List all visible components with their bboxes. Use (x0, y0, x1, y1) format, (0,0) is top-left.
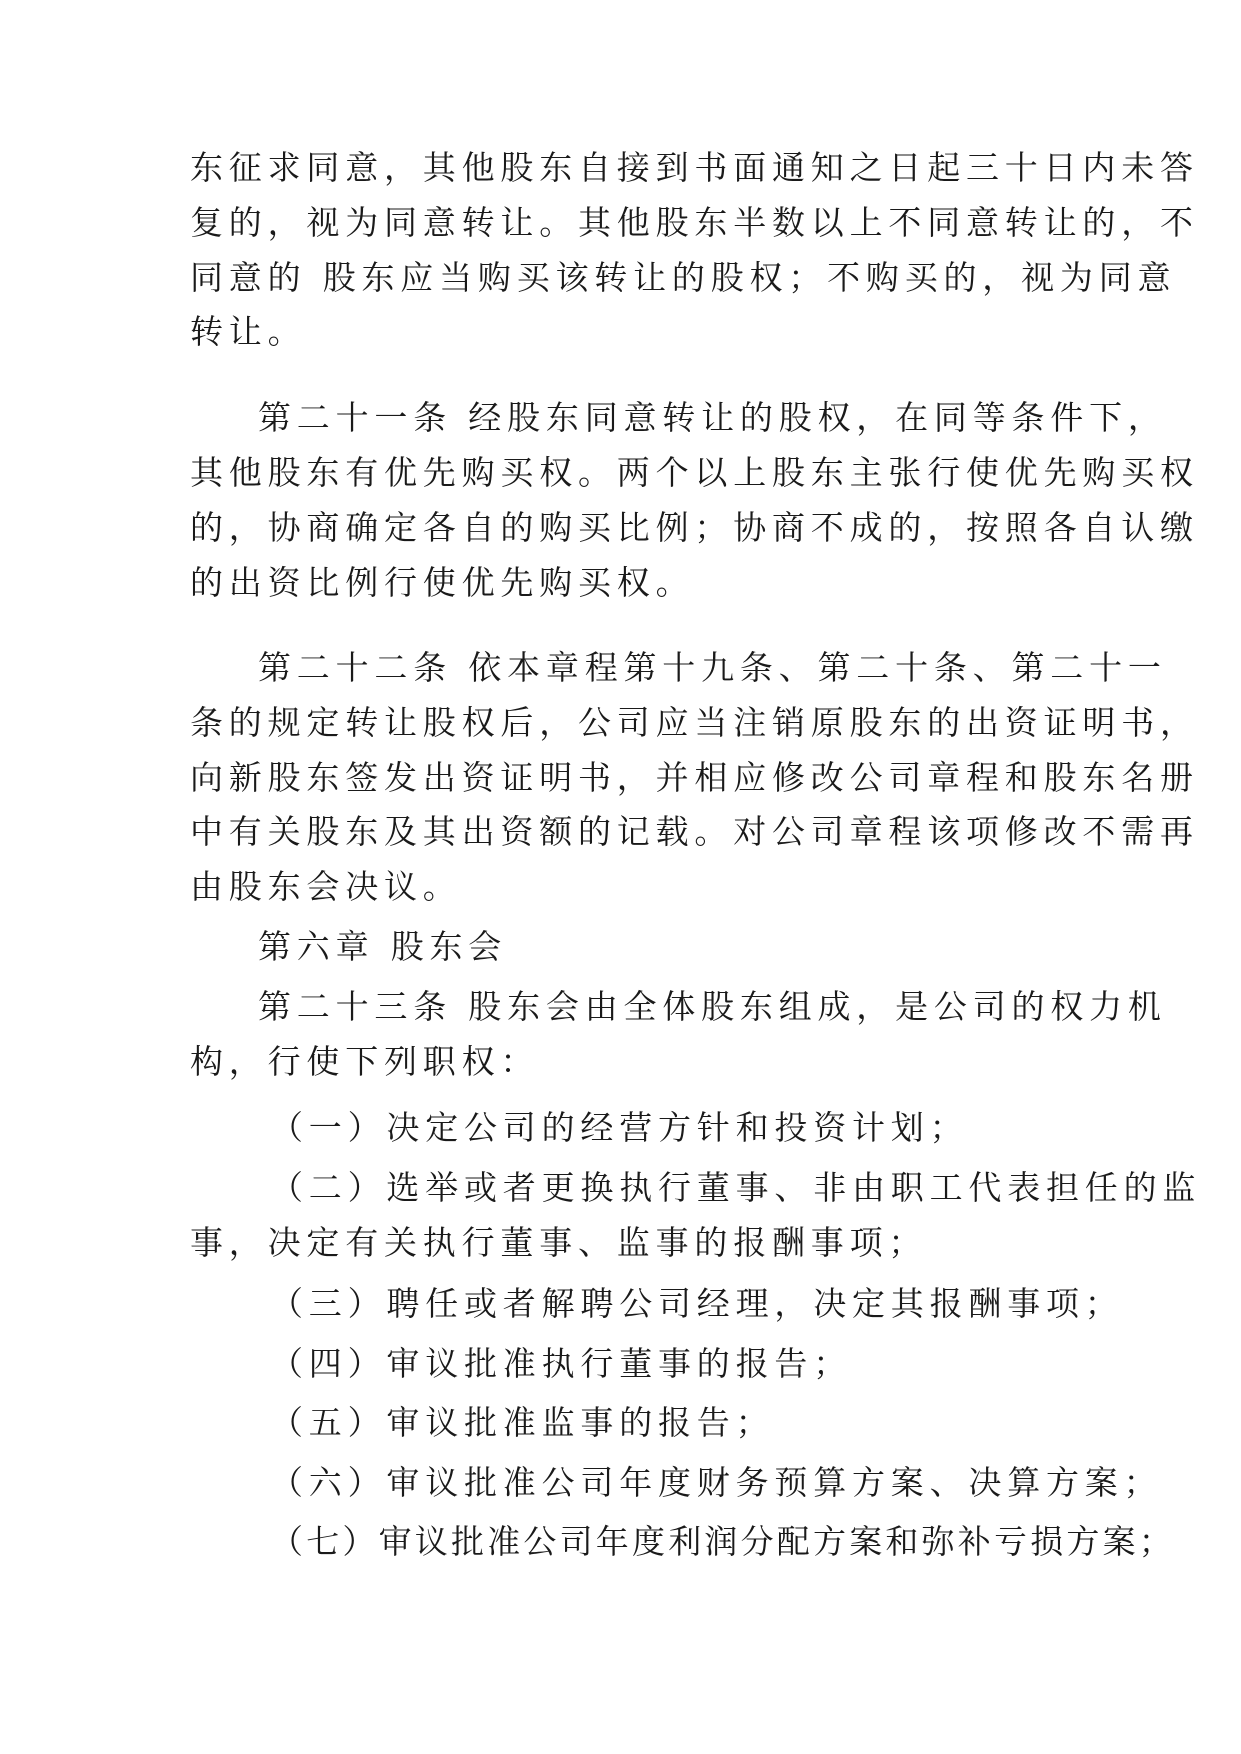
text-line: 东征求同意，其他股东自接到书面通知之日起三十日内未答 (190, 148, 1199, 187)
list-item: （二）选举或者更换执行董事、非由职工代表担任的监 (270, 1168, 1202, 1207)
text-line: 由股东会决议。 (190, 867, 462, 906)
text-line: 条的规定转让股权后，公司应当注销原股东的出资证明书， (190, 703, 1199, 742)
list-item: （五）审议批准监事的报告； (270, 1403, 775, 1442)
text-line: 中有关股东及其出资额的记载。对公司章程该项修改不需再 (190, 812, 1199, 851)
text-line: 第二十二条 依本章程第十九条、第二十条、第二十一 (258, 648, 1167, 687)
list-item: （一）决定公司的经营方针和投资计划； (270, 1108, 969, 1147)
text-line: 构，行使下列职权： (190, 1042, 540, 1081)
text-line: 同意的 股东应当购买该转让的股权；不购买的，视为同意 (190, 258, 1177, 297)
text-line: 第二十一条 经股东同意转让的股权，在同等条件下， (258, 398, 1167, 437)
text-line: 的，协商确定各自的购买比例；协商不成的，按照各自认缴 (190, 508, 1199, 547)
text-line: 向新股东签发出资证明书，并相应修改公司章程和股东名册 (190, 758, 1199, 797)
text-line: 的出资比例行使优先购买权。 (190, 563, 695, 602)
text-line: 其他股东有优先购买权。两个以上股东主张行使优先购买权 (190, 453, 1199, 492)
text-line: 转让。 (190, 312, 307, 351)
text-line: 事，决定有关执行董事、监事的报酬事项； (190, 1223, 928, 1262)
text-line: 复的，视为同意转让。其他股东半数以上不同意转让的，不 (190, 203, 1199, 242)
chapter-heading: 第六章 股东会 (258, 927, 508, 966)
list-item: （七）审议批准公司年度利润分配方案和弥补亏损方案； (270, 1522, 1175, 1561)
list-item: （四）审议批准执行董事的报告； (270, 1344, 852, 1383)
text-line: 第二十三条 股东会由全体股东组成，是公司的权力机 (258, 987, 1167, 1026)
list-item: （六）审议批准公司年度财务预算方案、决算方案； (270, 1463, 1163, 1502)
list-item: （三）聘任或者解聘公司经理，决定其报酬事项； (270, 1284, 1124, 1323)
